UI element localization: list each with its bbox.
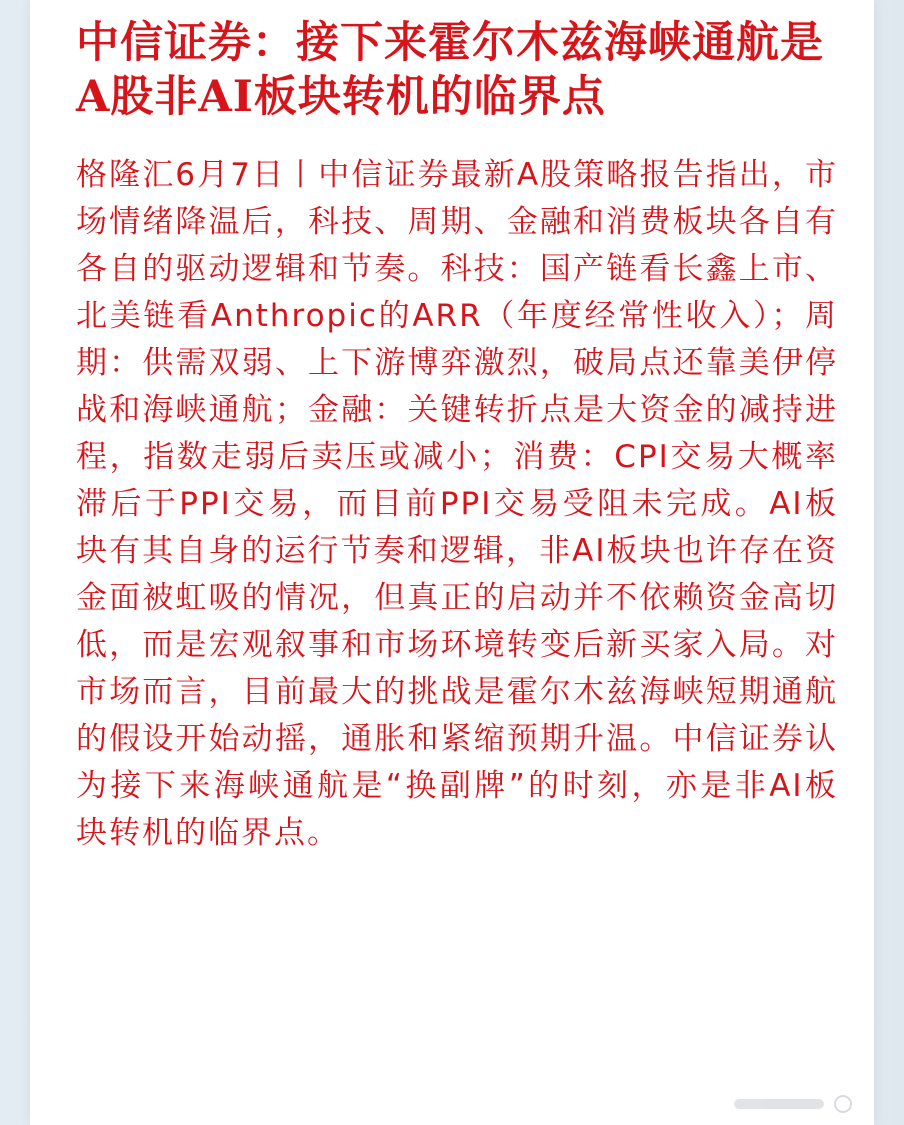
watermark xyxy=(734,1087,852,1121)
article-card xyxy=(30,0,874,1125)
watermark-bar xyxy=(734,1099,824,1109)
article-title: 中信证券：接下来霍尔木兹海峡通航是A股非AI板块转机的临界点 xyxy=(76,18,824,122)
article-body: 格隆汇6月7日丨中信证券最新A股策略报告指出，市场情绪降温后，科技、周期、金融和消费板块各自有各自的驱动逻辑和节奏。科技：国产链看长鑫上市、北美链看Anthropic的ARR（年度经常性收入）；周期：供需双弱、上下游博弈激烈，破局点还靠美伊停战和海峡通航；金融：关键转折点是大资金的减持进程，指数走弱后卖压或减小；消费：CPI交易大概率滞后于PPI交易，而目前PPI交易受阻未完成。AI板块有其自身的运行节奏和逻辑，非AI板块也许存在资金面被虹吸的情况，但真正的启动并不依赖资金高切低，而是宏观叙事和市场环境转变后新买家入局。对市场而言，目前最大的挑战是霍尔木兹海峡短期通航的假设开始动摇，通胀和紧缩预期升温。中信证券认为接下来海峡通航是“换副牌”的时刻，亦是非AI板块转机的临界点。 xyxy=(76,157,838,851)
watermark-circle-icon xyxy=(834,1095,852,1113)
